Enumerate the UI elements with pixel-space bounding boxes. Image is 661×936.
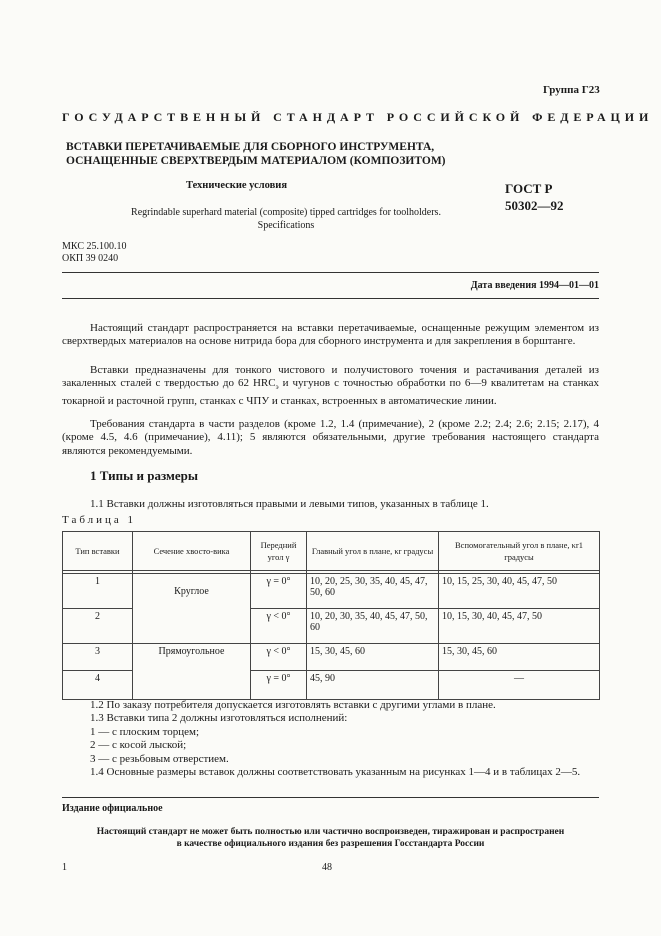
- cell-gamma: γ < 0°: [251, 609, 307, 644]
- copyright-notice: [62, 826, 599, 850]
- clause-1-3-option-1: 1 — с плоским торцем;: [90, 725, 200, 738]
- divider-bottom: [62, 797, 599, 798]
- cell-section: Круглое: [133, 574, 251, 609]
- gost-number: [505, 180, 564, 214]
- cell-main-angle: 15, 30, 45, 60: [307, 644, 439, 671]
- table-row: [63, 574, 600, 609]
- cell-main-angle: 45, 90: [307, 671, 439, 700]
- gost-line-1: ГОСТ Р: [505, 181, 553, 196]
- paragraph-requirements: Требования стандарта в части разделов (кроме 1.2, 1.4 (примечание), 2 (кроме 2.2; 2.4; 2.6; 2.15; 2.17), 4 (кроме 4.5, 4.6 (примечание), 4.11); 5 являются обязательными, другие требования настоящего стандарта являются рекомендуемыми.: [62, 418, 599, 457]
- cell-aux-angle: 10, 15, 30, 40, 45, 47, 50: [439, 609, 600, 644]
- header-type: Тип вставки: [63, 532, 133, 571]
- header-main-angle: Главный угол в плане, κr градусы: [307, 532, 439, 571]
- cell-gamma: γ = 0°: [251, 671, 307, 700]
- divider-top: [62, 272, 599, 273]
- english-title: [66, 206, 506, 232]
- divider-date: [62, 298, 599, 299]
- cell-main-angle: 10, 20, 30, 35, 40, 45, 47, 50, 60: [307, 609, 439, 644]
- table-row: [63, 609, 600, 644]
- group-code: Группа Г23: [543, 84, 600, 96]
- clause-1-3-option-2: 2 — с косой лыской;: [90, 739, 187, 752]
- clauses-list: [62, 699, 599, 779]
- classification-codes: [62, 241, 126, 265]
- mks-code: МКС 25.100.10: [62, 241, 127, 252]
- cell-section: Прямоугольное: [133, 644, 251, 671]
- cell-section: [133, 609, 251, 644]
- purpose-text-a: Вставки предназначены для тонкого чистового и получистового точения и растачивания деталей из закаленных сталей с твердостью до 62 HRC: [62, 364, 599, 390]
- paragraph-scope: Настоящий стандарт распространяется на вставки перетачиваемые, оснащенные режущим элементом из сверхтвердых материалов на основе нитрида бора для сборного инструмента и для закрепления в борштанге.: [62, 322, 599, 348]
- header-front-angle: Передний угол γ: [251, 532, 307, 571]
- types-table: [62, 531, 600, 700]
- notice-line-2: в качестве официального издания без разрешения Госстандарта России: [176, 839, 485, 849]
- cell-gamma: γ = 0°: [251, 574, 307, 609]
- cell-main-angle: 10, 20, 25, 30, 35, 40, 45, 47, 50, 60: [307, 574, 439, 609]
- effective-date: Дата введения 1994—01—01: [470, 280, 599, 291]
- header-section: Сечение хвосто-вика: [133, 532, 251, 571]
- official-edition: Издание официальное: [62, 803, 163, 814]
- hrc-subscript: э: [275, 383, 279, 392]
- cell-gamma: γ < 0°: [251, 644, 307, 671]
- paragraph-1-1: 1.1 Вставки должны изготовляться правыми и левыми типов, указанных в таблице 1.: [90, 498, 489, 510]
- title-line-1: ВСТАВКИ ПЕРЕТАЧИВАЕМЫЕ ДЛЯ СБОРНОГО ИНСТРУМЕНТА,: [66, 141, 435, 153]
- clause-1-3-option-3: 3 — с резьбовым отверстием.: [90, 752, 229, 765]
- cell-type: 1: [63, 574, 133, 609]
- section-heading: 1 Типы и размеры: [90, 468, 198, 483]
- gost-line-2: 50302—92: [505, 198, 564, 213]
- cell-section: [133, 671, 251, 700]
- clause-1-4: 1.4 Основные размеры вставок должны соответствовать указанным на рисунках 1—4 и в таблицах 2—5.: [90, 766, 581, 779]
- cell-aux-angle: 15, 30, 45, 60: [439, 644, 600, 671]
- paragraph-purpose: [62, 364, 599, 408]
- cell-type: 4: [63, 671, 133, 700]
- tech-conditions: Технические условия: [186, 180, 288, 191]
- title-line-2: ОСНАЩЕННЫЕ СВЕРХТВЕРДЫМ МАТЕРИАЛОМ (КОМПОЗИТОМ): [66, 155, 446, 167]
- table-row: [63, 671, 600, 700]
- purpose-text-b: и чугунов с точностью обработки по 6—9 квалитетам на станках токарной и расточной групп, станках с ЧПУ и станках, встроенных в автоматические линии.: [62, 377, 600, 407]
- table-caption: Таблица 1: [62, 514, 137, 526]
- cell-aux-angle: —: [439, 671, 600, 700]
- cell-type: 3: [63, 644, 133, 671]
- notice-line-1: Настоящий стандарт не может быть полностью или частично воспроизведен, тиражирован и распространен: [96, 827, 565, 837]
- okp-code: ОКП 39 0240: [62, 253, 119, 264]
- cell-type: 2: [63, 609, 133, 644]
- table-row: [63, 644, 600, 671]
- english-title-line-1: Regrindable superhard material (composite) tipped cartridges for toolholders.: [131, 207, 441, 218]
- cell-aux-angle: 10, 15, 25, 30, 40, 45, 47, 50: [439, 574, 600, 609]
- table-header-row: [63, 532, 600, 571]
- clause-1-2: 1.2 По заказу потребителя допускается изготовлять вставки с другими углами в плане.: [90, 699, 496, 711]
- page-number: 48: [322, 862, 332, 873]
- standard-heading: ГОСУДАРСТВЕННЫЙ СТАНДАРТ РОССИЙСКОЙ ФЕДЕРАЦИИ: [62, 110, 654, 124]
- clause-1-3: 1.3 Вставки типа 2 должны изготовляться исполнений:: [90, 712, 348, 725]
- document-title: [66, 140, 506, 168]
- english-title-line-2: Specifications: [257, 220, 315, 231]
- header-aux-angle: Вспомогательный угол в плане, κr1 градусы: [439, 532, 600, 571]
- footer-left-mark: 1: [62, 862, 67, 873]
